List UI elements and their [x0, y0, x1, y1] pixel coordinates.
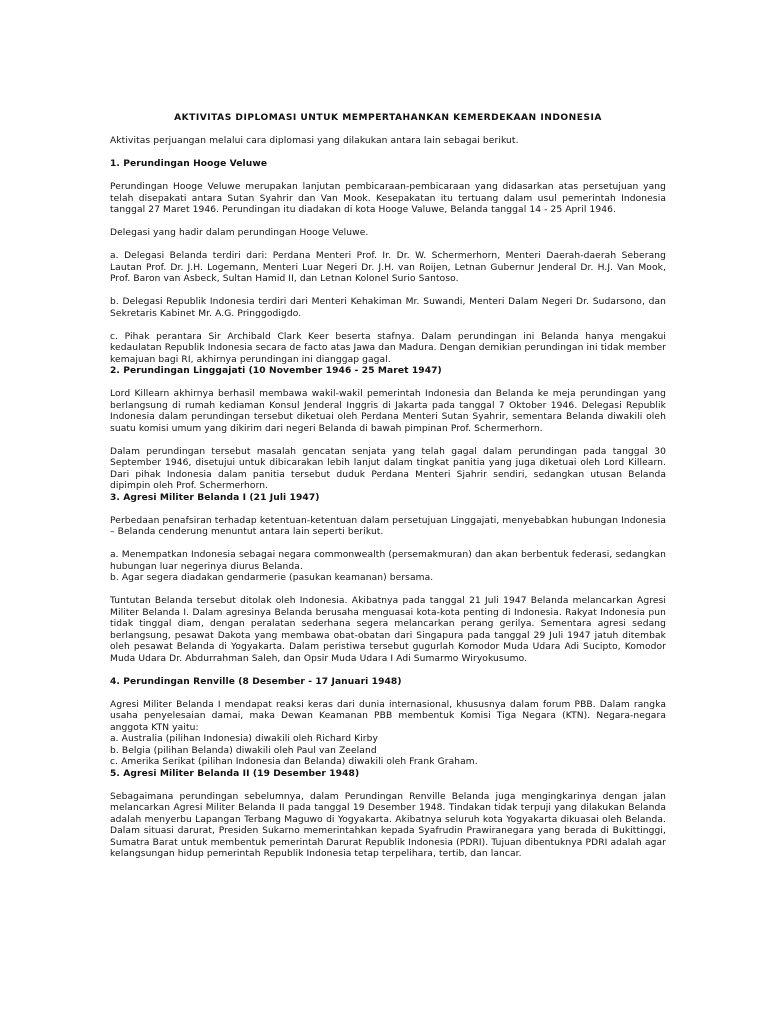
list-item: a. Australia (pilihan Indonesia) diwakili oleh Richard Kirby — [110, 734, 378, 744]
document-page — [110, 113, 666, 861]
list-item: a. Delegasi Belanda terdiri dari: Perdana Menteri Prof. Ir. Dr. W. Schermerhorn, Menteri Daerah-daerah Seberang Lautan Prof. Dr. J.H. Logemann, Menteri Luar Negeri Dr. J.H. van Roijen, Letnan Gubernur Jenderal Dr. H.J. Van Mook, Prof. Baron van Asbeck, Sultan Hamid II, dan Letnan Kolonel Surio Santoso. — [110, 251, 666, 284]
list-item: b. Agar segera diadakan gendarmerie (pasukan keamanan) bersama. — [110, 573, 434, 583]
paragraph: Perundingan Hooge Veluwe merupakan lanjutan pembicaraan-pembicaraan yang didasarkan atas persetujuan yang telah disepakati antara Sutan Syahrir dan Van Mook. Kesepakatan itu tertuang dalam usul pemerintah Indonesia tanggal 27 Maret 1946. Perundingan itu diadakan di kota Hooge Valuwe, Belanda tanggal 14 - 25 April 1946. — [110, 182, 666, 215]
paragraph: Delegasi yang hadir dalam perundingan Hooge Veluwe. — [110, 228, 369, 238]
section-heading-agresi-i: 3. Agresi Militer Belanda I (21 Juli 1947) — [110, 492, 320, 503]
section-heading-agresi-ii: 5. Agresi Militer Belanda II (19 Desember 1948) — [110, 768, 360, 779]
paragraph: Tuntutan Belanda tersebut ditolak oleh Indonesia. Akibatnya pada tanggal 21 Juli 1947 Belanda melancarkan Agresi Militer Belanda I. Dalam agresinya Belanda berusaha menguasai kota-kota penting di Indonesia. Rakyat Indonesia pun tidak tinggal diam, dengan peralatan sederhana segera melancarkan perang gerilya. Sementara agresi sedang berlangsung, pesawat Dakota yang membawa obat-obatan dari Singapura pada tanggal 29 Juli 1947 jatuh ditembak oleh pesawat Belanda di Yogyakarta. Dalam peristiwa tersebut gugurlah Komodor Muda Udara Adi Sucipto, Komodor Muda Udara Dr. Abdurrahman Saleh, dan Opsir Muda Udara I Adi Sumarmo Wiryokusumo. — [110, 596, 666, 664]
list-item: b. Delegasi Republik Indonesia terdiri dari Menteri Kehakiman Mr. Suwandi, Menteri Dalam Negeri Dr. Sudarsono, dan Sekretaris Kabinet Mr. A.G. Pringgodigdo. — [110, 297, 666, 319]
paragraph: Dalam perundingan tersebut masalah gencatan senjata yang telah gagal dalam perundingan pada tanggal 30 September 1946, disetujui untuk dibicarakan lebih lanjut dalam tingkat panitia yang juga diketuai oleh Lord Killearn. Dari pihak Indonesia dalam panitia tersebut duduk Perdana Menteri Sjahrir sendiri, sedangkan utusan Belanda dipimpin oleh Prof. Schermerhorn. — [110, 446, 666, 491]
list-item: a. Menempatkan Indonesia sebagai negara commonwealth (persemakmuran) dan akan berbentuk federasi, sedangkan hubungan luar negerinya diurus Belanda. — [110, 550, 666, 572]
section-heading-hooge-veluwe: 1. Perundingan Hooge Veluwe — [110, 159, 268, 169]
section-heading-linggajati: 2. Perundingan Linggajati (10 November 1946 - 25 Maret 1947) — [110, 366, 442, 376]
intro-paragraph: Aktivitas perjuangan melalui cara diplomasi yang dilakukan antara lain sebagai berikut. — [110, 136, 519, 146]
list-item: b. Belgia (pilihan Belanda) diwakili oleh Paul van Zeeland — [110, 745, 377, 756]
list-item: c. Pihak perantara Sir Archibald Clark Keer beserta stafnya. Dalam perundingan ini Belanda hanya mengakui kedaulatan Republik Indonesia secara de facto atas Jawa dan Madura. Dengan demikian perundingan ini tidak member kemajuan bagi RI, akhirnya perundingan ini dianggap gagal. — [110, 331, 666, 365]
list-item: c. Amerika Serikat (pilihan Indonesia dan Belanda) diwakili oleh Frank Graham. — [110, 757, 478, 767]
document-title: AKTIVITAS DIPLOMASI UNTUK MEMPERTAHANKAN KEMERDEKAAN INDONESIA — [174, 113, 602, 123]
section-heading-renville: 4. Perundingan Renville (8 Desember - 17 Januari 1948) — [110, 676, 402, 687]
paragraph: Perbedaan penafsiran terhadap ketentuan-ketentuan dalam persetujuan Linggajati, menyebabkan hubungan Indonesia – Belanda cenderung menuntut antara lain seperti berikut. — [110, 515, 666, 537]
paragraph: Lord Killearn akhirnya berhasil membawa wakil-wakil pemerintah Indonesia dan Belanda ke meja perundingan yang berlangsung di rumah kediaman Konsul Jenderal Inggris di Jakarta pada tanggal 7 Oktober 1946. Delegasi Republik Indonesia dalam perundingan tersebut diketuai oleh Perdana Menteri Sutan Syahrir, sementara Belanda diwakili oleh suatu komisi umum yang dikirim dari negeri Belanda di bawah pimpinan Prof. Schermerhorn. — [110, 389, 666, 434]
paragraph: Sebagaimana perundingan sebelumnya, dalam Perundingan Renville Belanda juga mengingkarinya dengan jalan melancarkan Agresi Militer Belanda II pada tanggal 19 Desember 1948. Tindakan tidak terpuji yang dilakukan Belanda adalah menyerbu Lapangan Terbang Maguwo di Yogyakarta. Akibatnya seluruh kota Yogyakarta dikuasai oleh Belanda. Dalam situasi darurat, Presiden Sukarno memerintahkan kepada Syafrudin Prawiranegara yang berada di Bukittinggi, Sumatra Barat untuk membentuk pemerintah Darurat Republik Indonesia (PDRI). Tujuan dibentuknya PDRI adalah agar kelangsungan hidup pemerintah Republik Indonesia tetap terpelihara, tertib, dan lancar. — [110, 791, 666, 859]
paragraph: Agresi Militer Belanda I mendapat reaksi keras dari dunia internasional, khususnya dalam forum PBB. Dalam rangka usaha penyelesaian damai, maka Dewan Keamanan PBB membentuk Komisi Tiga Negara (KTN). Negara-negara anggota KTN yaitu: — [110, 699, 666, 733]
